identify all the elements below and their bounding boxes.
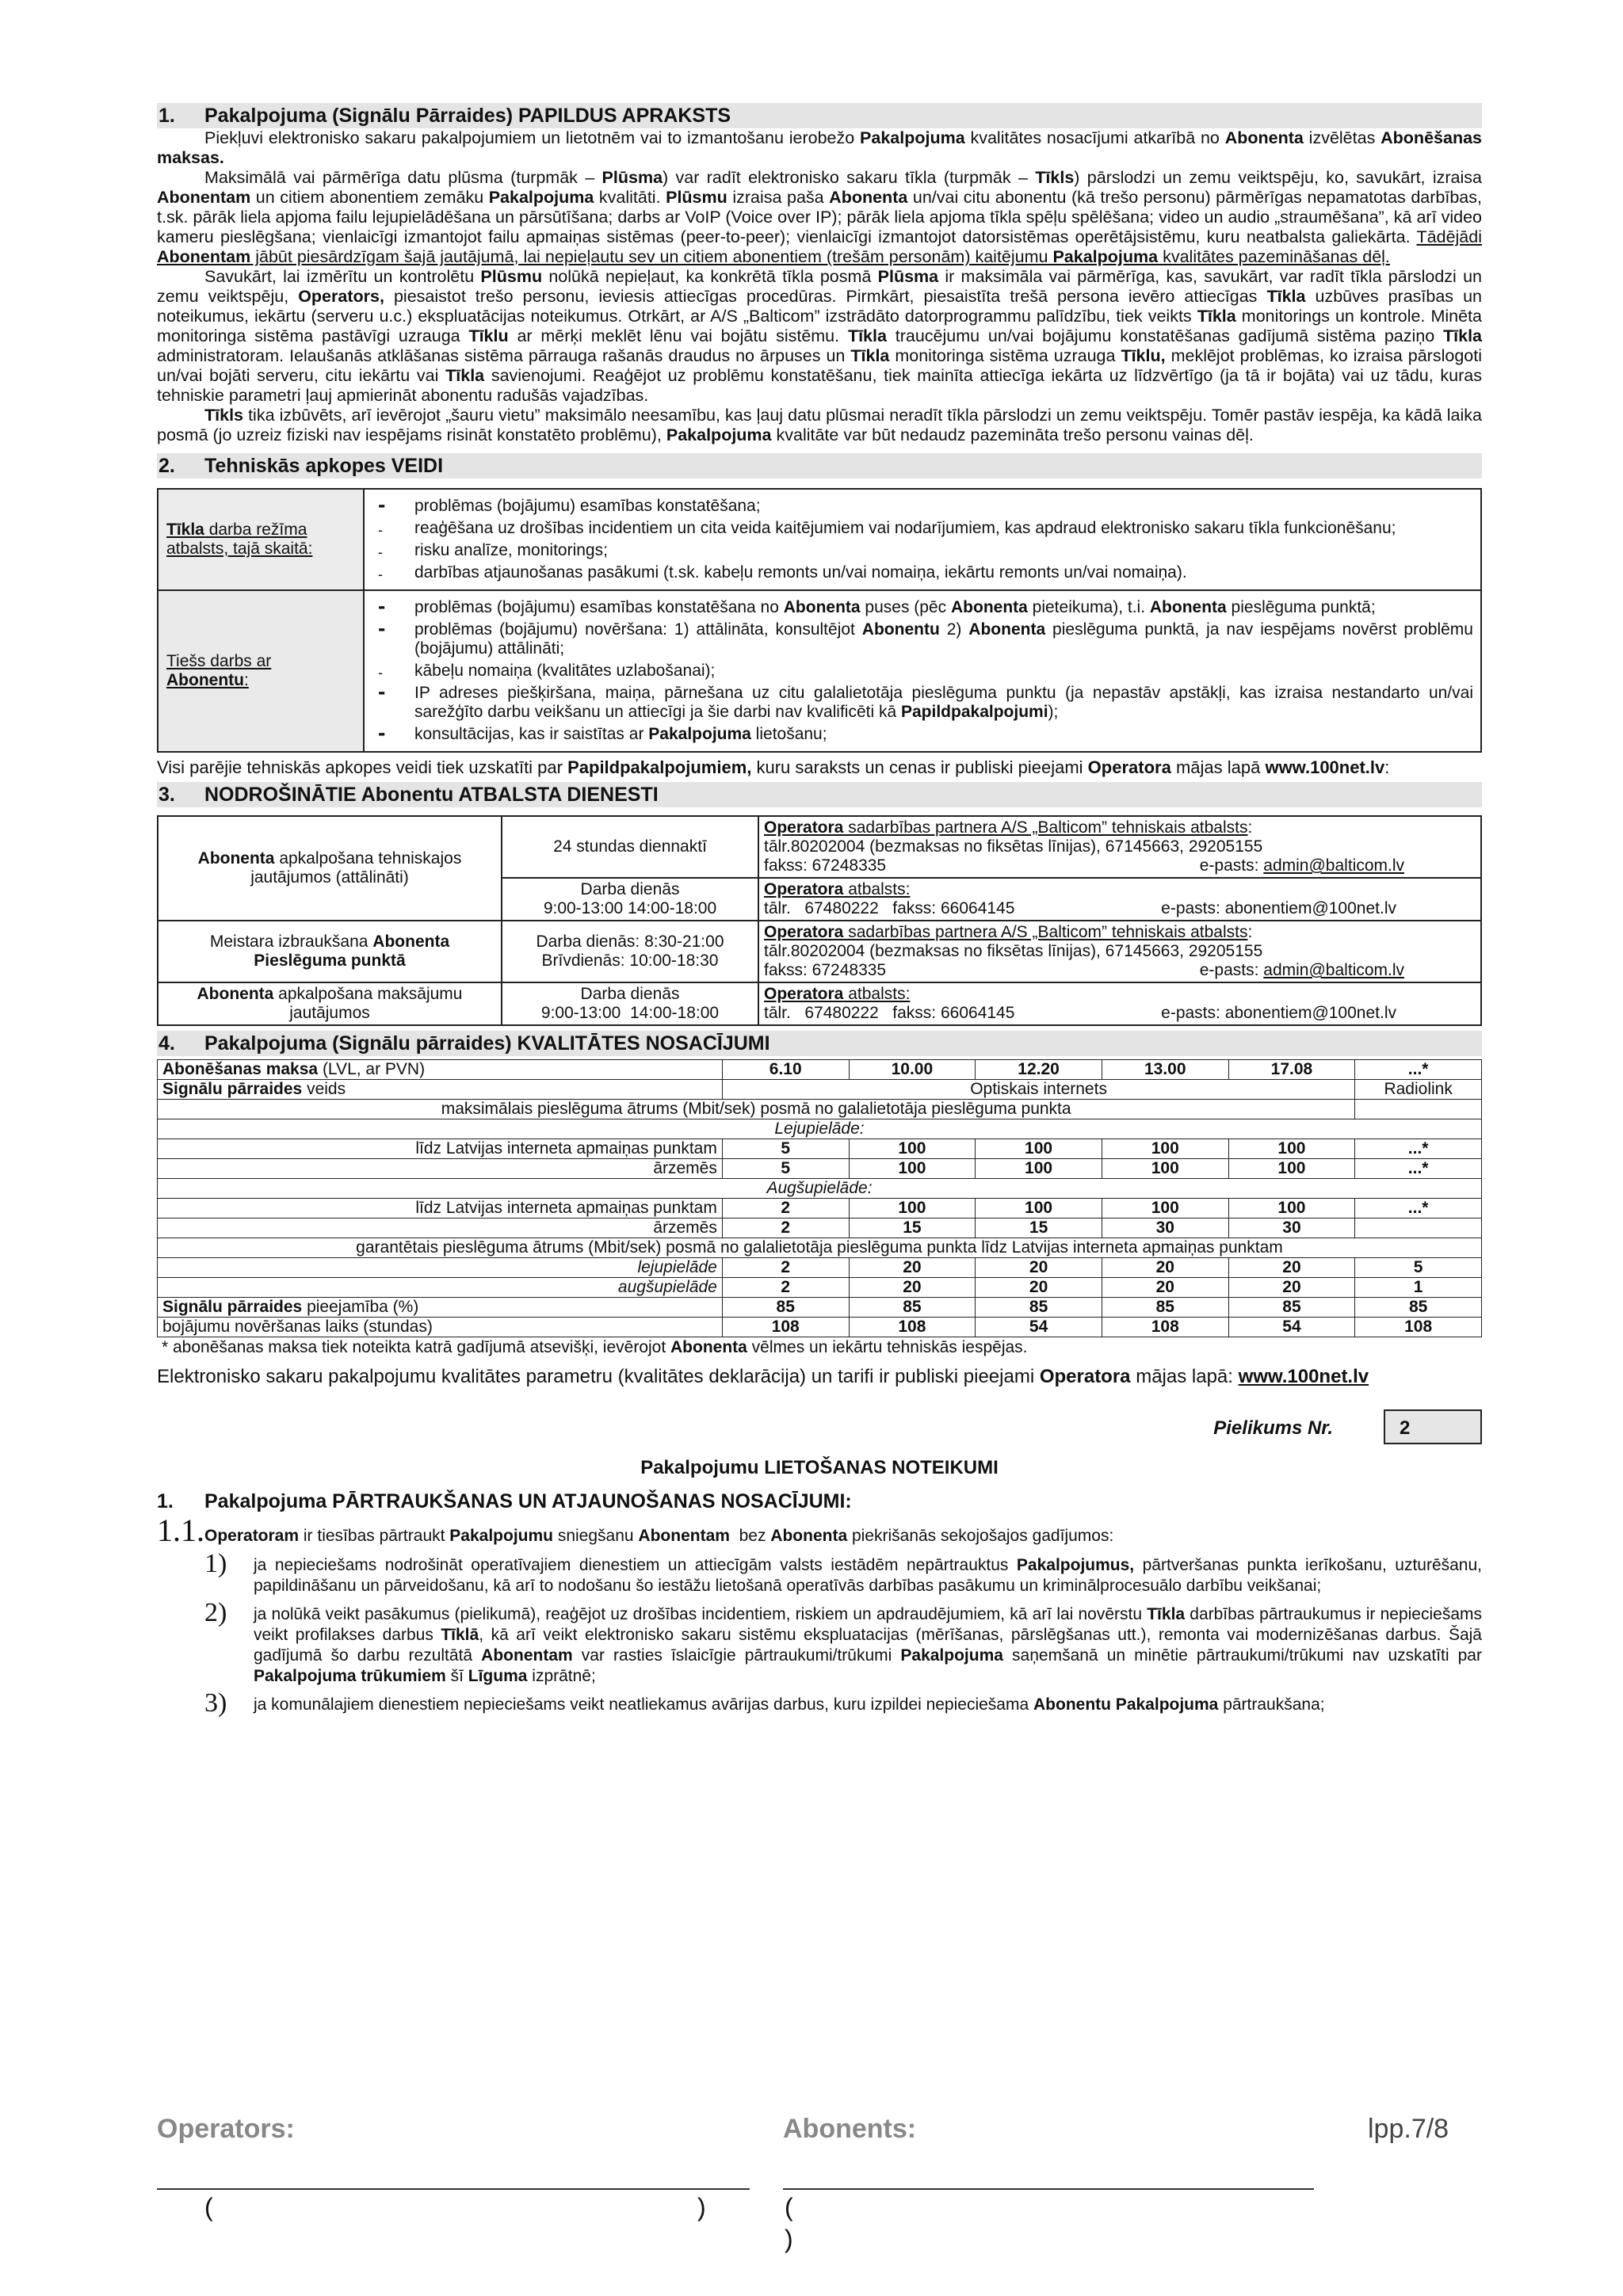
- clause-item-3: 3) ja komunālajiem dienestiem nepieciešams veikt neatliekamus avārijas darbus, kuru izpildei nepieciešama Abonentu Pakalpojuma pārtraukšana;: [204, 1688, 1325, 1718]
- list-item: - reaģēšana uz drošības incidentiem un cita veida kaitējumiem vai nodarījumiem, kas apdraud elektronisko sakaru tīkla funkcionēšanu;: [373, 519, 1473, 538]
- table-row: bojājumu novēršanas laiks (stundas) 108 108 54 108 54 108: [158, 1318, 1482, 1337]
- operators-paren-close: ): [697, 2193, 706, 2222]
- direct-work-list: [365, 592, 1480, 750]
- document-page: [157, 98, 1483, 1718]
- section-2-heading: 2. Tehniskās apkopes VEIDI: [157, 453, 1482, 479]
- email-link[interactable]: admin@balticom.lv: [1263, 856, 1404, 875]
- operators-signature-label: Operators:: [157, 2114, 295, 2144]
- fee-footnote: * abonēšanas maksa tiek noteikta katrā gadījumā atsevišķi, ievērojot Abonenta vēlmes un iekārtu tehniskās iespējas.: [162, 1338, 1028, 1356]
- table-row: Augšupielāde:: [158, 1179, 1482, 1199]
- list-item: - problēmas (bojājumu) esamības konstatēšana no Abonenta puses (pēc Abonenta pieteikuma), t.i. Abonenta pieslēguma punktā;: [373, 598, 1473, 617]
- quality-conditions-table: [157, 1059, 1482, 1337]
- website-link[interactable]: www.100net.lv: [1265, 757, 1385, 777]
- list-item: - darbības atjaunošanas pasākumi (t.sk. kabeļu remonts un/vai nomaiņa, iekārtu remonts un/vai nomaiņa).: [373, 563, 1473, 582]
- list-item: - IP adreses piešķiršana, maiņa, pārnešana uz citu galalietotāja pieslēguma punktu (ja nepastāv apstākļi, kas izraisa nestandarto un/vai sarežģīto darbu veikšanu un attiecīgi ja šie darbi nav kvalificēti kā Papildpakalpojumi);: [373, 684, 1473, 722]
- email-link[interactable]: admin@balticom.lv: [1263, 961, 1404, 979]
- annex-header: [157, 1409, 1482, 1451]
- abonents-paren-close: ): [785, 2225, 793, 2253]
- network-support-list: [365, 490, 1480, 589]
- clause-item-2: 2) ja nolūkā veikt pasākumus (pielikumā), reaģējot uz drošības incidentiem, riskiem un apdraudējumiem, kā arī lai novērstu Tīkla darbības pārtraukumus ir nepieciešams veikt profilakses darbus Tīklā, kā arī veikt elektronisko sakaru sistēmu ekspluatacijas (mērīšanas, pārslēgšanas utt.), remonta vai modernizēšanas darbus. Šajā gadījumā šo darbu rezultātā Abonentam var rasties īslaicīgie pārtraukumi/trūkumi Pakalpojuma saņemšanā un minētie pārtraukumi/trūkumi nav uzskatīti par Pakalpojuma trūkumiem šī Līguma izprātnē;: [204, 1598, 1482, 1685]
- table-row: augšupielāde 2 20 20 20 20 1: [158, 1278, 1482, 1298]
- list-item: - problēmas (bojājumu) esamības konstatēšana;: [373, 497, 1473, 516]
- section-3-heading: 3. NODROŠINĀTIE Abonentu ATBALSTA DIENESTI: [157, 782, 1482, 807]
- page-number: lpp.7/8: [1368, 2114, 1449, 2144]
- support-services-table: [157, 815, 1482, 1026]
- clause-item-1: 1) ja nepieciešams nodrošināt operatīvajiem dienestiem un attiecīgām valsts iestādēm nepārtrauktus Pakalpojumus, pārtveršanas punkta ierīkošanu, uzturēšanu, papildināšanu un pārveidošanu, kā arī to nodošanu šo iestāžu lietošanā operatīvās darbības pasākumu un kriminālprocesuālo darbību veikšanai;: [204, 1549, 1483, 1595]
- table-row: lejupielāde 2 20 20 20 20 5: [158, 1258, 1482, 1278]
- direct-work-label: Tiešs darbs ar Abonentu:: [158, 590, 364, 752]
- clause-1-1: 1.1.Operatoram ir tiesības pārtraukt Pakalpojumu sniegšanu Abonentam bez Abonenta piekrišanās sekojošajos gadījumos:: [157, 1512, 1114, 1548]
- section-1-paragraph-4: Tīkls tika izbūvēts, arī ievērojot „šauru vietu” maksimālo neesamību, kas ļauj datu plūsmai neradīt tīkla pārslodzi un zemu veiktspēju. Tomēr pastāv iespēja, ka kādā laika posmā (jo uzreiz fiziski nav iespējams risināt konstatēto problēmu), Pakalpojuma kvalitāte var būt nedaudz pazemināta trešo personu vainas dēļ.: [157, 406, 1482, 444]
- abonents-paren-open: (: [785, 2193, 793, 2222]
- table-row: Signālu pārraides veids Optiskais internets Radiolink: [158, 1080, 1482, 1100]
- list-item: - kābeļu nomaiņa (kvalitātes uzlabošanai);: [373, 662, 1473, 681]
- table-row: ārzemēs 5 100 100 100 100 ...*: [158, 1159, 1482, 1179]
- list-item: - problēmas (bojājumu) novēršana: 1) attālināta, konsultējot Abonentu 2) Abonenta pieslēguma punktā, ja nav iespējams novērst problēmu (bojājumu) attālināti;: [373, 620, 1473, 658]
- operators-paren-open: (: [204, 2193, 213, 2222]
- table-row: Lejupielāde:: [158, 1119, 1482, 1139]
- section-1-heading: 1. Pakalpojuma (Signālu Pārraides) PAPILDUS APRAKSTS: [157, 103, 1482, 128]
- section-1-paragraph-3: Savukārt, lai izmērītu un kontrolētu Plūsmu nolūkā nepieļaut, ka konkrētā tīkla posmā Plūsma ir maksimāla vai pārmērīga, kas, savukārt, var radīt tīkla pārslodzi un zemu veiktspēju, Operators, piesaistot trešo personu, ieviesis attiecīgas procedūras. Pirmkārt, piesaistīta trešā persona ievēro attiecīgas Tīkla uzbūves prasības un noteikumus, iekārtu (serveru u.c.) ekspluatācijas noteikumus. Otrkārt, ar A/S „Balticom” izstrādāto datorprogrammu palīdzību, tiek veikts Tīkla monitorings un kontrole. Minēta monitoringa sistēma pastāvīgi uzrauga Tīklu ar mērķi meklēt lēnu vai bojātu sistēmu. Tīkla traucējumu un/vai bojājumu konstatēšanas gadījumā sistēma paziņo Tīkla administratoram. Ielaušanās atklāšanas sistēma pārrauga rašanās draudus no ārpuses un Tīkla monitoringa sistēma uzrauga Tīklu, meklējot problēmas, ko izraisa pārslogoti un/vai bojāti serveru, citu iekārtu vai Tīkla savienojumi. Reaģējot uz problēmu konstatēšanu, tiek mainīta attiecīga iekārta uz līdzvērtīgo (ja tā ir bojāta) vai uz tādu, kuras tehniskie parametri ļauj apmierināt abonentu radušās vajadzības.: [157, 267, 1483, 405]
- section-1-paragraph-1: Piekļuvi elektronisko sakaru pakalpojumiem un lietotnēm vai to izmantošanu ierobežo Pakalpojuma kvalitātes nosacījumi atkarībā no Abonenta izvēlētas Abonēšanas maksas.: [157, 128, 1482, 167]
- abonents-signature-line: [783, 2188, 1314, 2190]
- table-row: Meistara izbraukšana Abonenta Pieslēguma punktā Darba dienās: 8:30-21:00 Brīvdienās: 10:00-18:30 Operatora sadarbības partnera A/S „Balticom” tehniskais atbalsts: tālr.80202004 (bezmaksas no fiksētas līnijas), 67145663, 29205155 fakss: 67248335 e-pasts: admin@balticom.lv: [158, 921, 1481, 982]
- annex-section-1-heading: 1. Pakalpojuma PĀRTRAUKŠANAS UN ATJAUNOŠANAS NOSACĪJUMI:: [157, 1490, 852, 1512]
- network-support-label: Tīkla darba režīma atbalsts, tajā skaitā:: [158, 489, 364, 590]
- quality-declaration-note: Elektronisko sakaru pakalpojumu kvalitātes parametru (kvalitātes deklarācija) un tarifi ir publiski pieejami Operatora mājas lapā: www.100net.lv: [157, 1366, 1369, 1387]
- section-1-paragraph-2: Maksimālā vai pārmērīga datu plūsma (turpmāk – Plūsma) var radīt elektronisko sakaru tīkla (turpmāk – Tīkls) pārslodzi un zemu veiktspēju, ko, savukārt, izraisa Abonentam un citiem abonentiem zemāku Pakalpojuma kvalitāti. Plūsmu izraisa paša Abonenta un/vai citu abonentu (kā trešo personu) pārmērīgas nepamatotas darbības, t.sk. pārāk liela apjoma failu lejupielādēšana un pārsūtīšana; darbs ar VoIP (Voice over IP); pārāk liela apjoma tīkla spēļu spēlēšana; video un audio „straumēšana”, kā arī video kameru pieslēgšana; vienlaicīgi izmantojot failu apmaiņas sistēmas (peer-to-peer); vienlaicīgi izmantojot datorsistēmas operētājsistēmu, kuru neatbalsta galiekārta. Tādējādi Abonentam jābūt piesārdzīgam šajā jautājumā, lai nepieļautu sev un citiem abonentiem (trešām personām) kaitējumu Pakalpojuma kvalitātes pazemināšanas dēļ.: [157, 168, 1482, 266]
- table-row: ārzemēs 2 15 15 30 30: [158, 1219, 1482, 1238]
- maintenance-note: Visi parējie tehniskās apkopes veidi tiek uzskatīti par Papildpakalpojumiem, kuru saraksts un cenas ir publiski pieejami Operatora mājas lapā www.100net.lv:: [157, 757, 1390, 777]
- annex-label: Pielikums Nr.: [1213, 1417, 1333, 1439]
- list-item: - konsultācijas, kas ir saistītas ar Pakalpojuma lietošanu;: [373, 725, 1473, 744]
- table-row: līdz Latvijas interneta apmaiņas punktam 2 100 100 100 100 ...*: [158, 1199, 1482, 1219]
- table-row: Signālu pārraides pieejamība (%) 85 85 85 85 85 85: [158, 1298, 1482, 1318]
- table-row: Darba dienās 9:00-13:00 14:00-18:00 Operatora atbalsts: tālr. 67480222 fakss: 66064145 e-pasts: abonentiem@100net.lv: [158, 878, 1481, 921]
- website-link[interactable]: www.100net.lv: [1238, 1366, 1369, 1387]
- table-row: [158, 489, 1481, 590]
- table-row: [158, 590, 1481, 752]
- list-item: - risku analīze, monitorings;: [373, 541, 1473, 560]
- table-row: garantētais pieslēguma ātrums (Mbit/sek) posmā no galalietotāja pieslēguma punkta līdz Latvijas interneta apmaiņas punktam: [158, 1238, 1482, 1258]
- table-row: līdz Latvijas interneta apmaiņas punktam 5 100 100 100 100 ...*: [158, 1139, 1482, 1159]
- maintenance-types-table: [157, 488, 1482, 753]
- abonents-signature-label: Abonents:: [783, 2114, 917, 2144]
- table-row: Abonēšanas maksa (LVL, ar PVN) 6.10 10.00 12.20 13.00 17.08 ...*: [158, 1060, 1482, 1080]
- operators-signature-line: [157, 2188, 750, 2190]
- annex-title: Pakalpojumu LIETOŠANAS NOTEIKUMI: [640, 1457, 999, 1478]
- table-row: Abonenta apkalpošana tehniskajos jautājumos (attālināti) 24 stundas diennaktī Operatora sadarbības partnera A/S „Balticom” tehniskais atbalsts: tālr.80202004 (bezmaksas no fiksētas līnijas), 67145663, 29205155 fakss: 67248335 e-pasts: admin@balticom.lv: [158, 816, 1481, 878]
- table-row: maksimālais pieslēguma ātrums (Mbit/sek) posmā no galalietotāja pieslēguma punkta: [158, 1100, 1482, 1119]
- annex-number: 2: [1384, 1409, 1482, 1444]
- table-row: Abonenta apkalpošana maksājumu jautājumos Darba dienās 9:00-13:00 14:00-18:00 Operatora atbalsts: tālr. 67480222 fakss: 66064145 e-pasts: abonentiem@100net.lv: [158, 982, 1481, 1025]
- section-4-heading: 4. Pakalpojuma (Signālu pārraides) KVALITĀTES NOSACĪJUMI: [157, 1031, 1482, 1056]
